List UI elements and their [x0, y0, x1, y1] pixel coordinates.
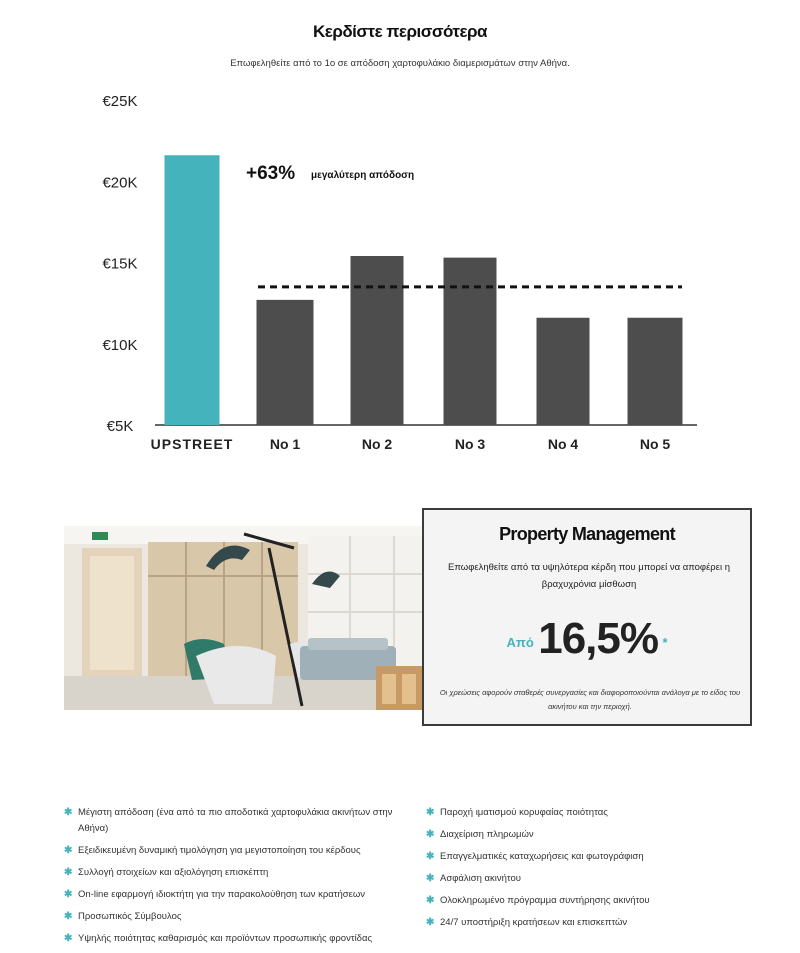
asterisk-bullet-icon: ✱ — [64, 867, 73, 878]
annotation-value: +63% — [246, 163, 296, 184]
feature-text: Εξειδικευμένη δυναμική τιμολόγηση για μεγιστοποίηση του κέρδους — [78, 845, 361, 856]
commission-rate — [424, 614, 750, 664]
asterisk-bullet-icon: ✱ — [64, 911, 73, 922]
property-management-description: Επωφεληθείτε από τα υψηλότερα κέρδη που μπορεί να αποφέρει η βραχυχρόνια μίσθωση — [448, 562, 730, 590]
asterisk-bullet-icon: ✱ — [64, 889, 73, 900]
feature-item — [64, 909, 394, 925]
x-tick-label: No 1 — [269, 436, 301, 452]
feature-text: 24/7 υποστήριξη κρατήσεων και επισκεπτών — [440, 917, 628, 928]
page-title: Κερδίστε περισσότερα — [312, 22, 488, 41]
asterisk-bullet-icon: ✱ — [64, 807, 73, 818]
rate-footnote: Οι χρεώσεις αφορούν σταθερές συνεργασίες και διαφοροποιούνται ανάλογα με το είδος του ακινήτου και την περιοχή. — [439, 688, 741, 711]
feature-text: On-line εφαρμογή ιδιοκτήτη για την παρακολούθηση των κρατήσεων — [78, 889, 366, 900]
feature-item — [426, 805, 756, 821]
feature-item — [64, 865, 394, 881]
bar-no-4 — [537, 318, 590, 425]
y-tick-label: €25K — [102, 93, 138, 110]
bar-no-5 — [628, 318, 683, 425]
y-tick-label: €10K — [102, 336, 138, 354]
feature-item — [426, 893, 756, 909]
feature-text: Παροχή ιματισμού κορυφαίας ποιότητας — [440, 807, 608, 818]
feature-item — [426, 915, 756, 931]
bar-upstreet — [165, 155, 220, 425]
property-management-title: Property Management — [499, 524, 675, 544]
annotation-text: μεγαλύτερη απόδοση — [311, 170, 415, 181]
feature-text: Επαγγελματικές καταχωρήσεις και φωτογράφιση — [440, 851, 644, 862]
property-management-card — [422, 508, 752, 726]
yield-bar-chart — [0, 80, 800, 470]
features-list-left — [64, 805, 394, 953]
page-subtitle: Επωφεληθείτε από το 1ο σε απόδοση χαρτοφυλάκιο διαμερισμάτων στην Αθήνα. — [230, 58, 570, 69]
asterisk-bullet-icon: ✱ — [426, 917, 435, 928]
rate-asterisk: * — [662, 635, 668, 650]
bar-no-2 — [351, 256, 404, 425]
lounge-photo — [64, 526, 440, 710]
feature-text: Προσωπικός Σύμβουλος — [78, 911, 182, 922]
feature-text: Υψηλής ποιότητας καθαρισμός και προϊόντων προσωπικής φροντίδας — [78, 933, 373, 944]
features-list-right — [426, 805, 756, 937]
rate-value: 16,5% — [538, 614, 658, 663]
feature-text: Ολοκληρωμένο πρόγραμμα συντήρησης ακινήτου — [440, 895, 650, 906]
feature-item — [64, 805, 394, 837]
asterisk-bullet-icon: ✱ — [426, 829, 435, 840]
asterisk-bullet-icon: ✱ — [426, 895, 435, 906]
bar-no-1 — [257, 300, 314, 425]
y-tick-label: €15K — [102, 255, 138, 273]
feature-text: Συλλογή στοιχείων και αξιολόγηση επισκέπτη — [78, 867, 269, 878]
x-tick-label: No 3 — [454, 436, 486, 452]
feature-item — [64, 887, 394, 903]
feature-item — [64, 843, 394, 859]
y-tick-label: €5K — [106, 418, 134, 435]
feature-item — [426, 849, 756, 865]
rate-prefix: Από — [506, 635, 534, 650]
asterisk-bullet-icon: ✱ — [64, 933, 73, 944]
feature-item — [426, 871, 756, 887]
asterisk-bullet-icon: ✱ — [426, 873, 435, 884]
asterisk-bullet-icon: ✱ — [426, 807, 435, 818]
asterisk-bullet-icon: ✱ — [64, 845, 73, 856]
feature-item — [426, 827, 756, 843]
feature-item — [64, 931, 394, 947]
feature-text: Διαχείριση πληρωμών — [440, 829, 534, 840]
feature-text: Μέγιστη απόδοση (ένα από τα πιο αποδοτικά χαρτοφυλάκια ακινήτων στην Αθήνα) — [78, 807, 393, 834]
feature-text: Ασφάλιση ακινήτου — [440, 873, 521, 884]
x-tick-label: UPSTREET — [150, 436, 234, 452]
x-tick-label: No 2 — [361, 436, 393, 452]
asterisk-bullet-icon: ✱ — [426, 851, 435, 862]
bar-no-3 — [444, 258, 497, 425]
x-tick-label: No 5 — [639, 436, 671, 452]
x-tick-label: No 4 — [547, 436, 579, 452]
y-tick-label: €20K — [102, 174, 138, 192]
